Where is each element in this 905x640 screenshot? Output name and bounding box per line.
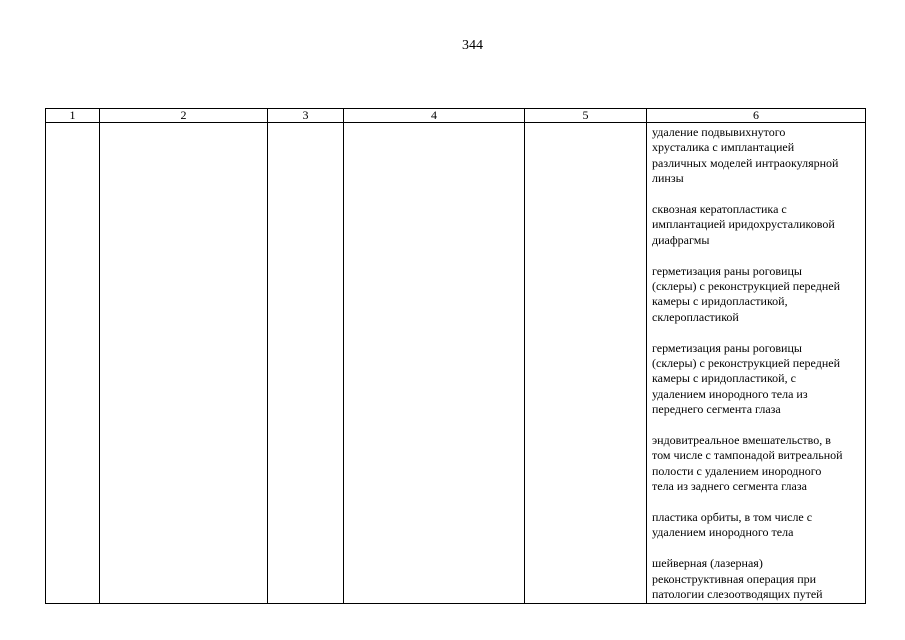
procedure-item: удаление подвывихнутого хрусталика с имплантацией различных моделей интраокулярной линзы — [652, 125, 839, 186]
column-header-2: 2 — [100, 109, 268, 123]
column-header-1: 1 — [46, 109, 100, 123]
page-number: 344 — [462, 38, 483, 53]
column-header-3: 3 — [268, 109, 344, 123]
column-header-4: 4 — [344, 109, 525, 123]
procedure-item: герметизация раны роговицы (склеры) с реконструкцией передней камеры с иридопластикой, склеропластикой — [652, 263, 840, 324]
table-cell-6 — [647, 123, 866, 604]
procedure-item: шейверная (лазерная) реконструктивная операция при патологии слезоотводящих путей — [652, 556, 823, 602]
table-cell-2 — [100, 123, 268, 604]
table-cell-3 — [268, 123, 344, 604]
table-cell-4 — [344, 123, 525, 604]
table-row — [46, 123, 866, 604]
procedure-item: сквозная кератопластика с имплантацией иридохрусталиковой диафрагмы — [652, 202, 835, 247]
column-header-6: 6 — [647, 109, 866, 123]
table-cell-1 — [46, 123, 100, 604]
table-header-row — [46, 109, 866, 123]
column-header-5: 5 — [525, 109, 647, 123]
procedure-item: герметизация раны роговицы (склеры) с реконструкцией передней камеры с иридопластикой, с удалением инородного тела из переднего сегмента глаза — [652, 340, 840, 417]
procedure-item: эндовитреальное вмешательство, в том числе с тампонадой витреальной полости с удалением инородного тела из заднего сегмента глаза — [652, 433, 843, 494]
procedure-item: пластика орбиты, в том числе с удалением инородного тела — [652, 510, 813, 540]
procedure-list — [647, 123, 865, 603]
procedures-table — [45, 108, 866, 604]
table-cell-5 — [525, 123, 647, 604]
